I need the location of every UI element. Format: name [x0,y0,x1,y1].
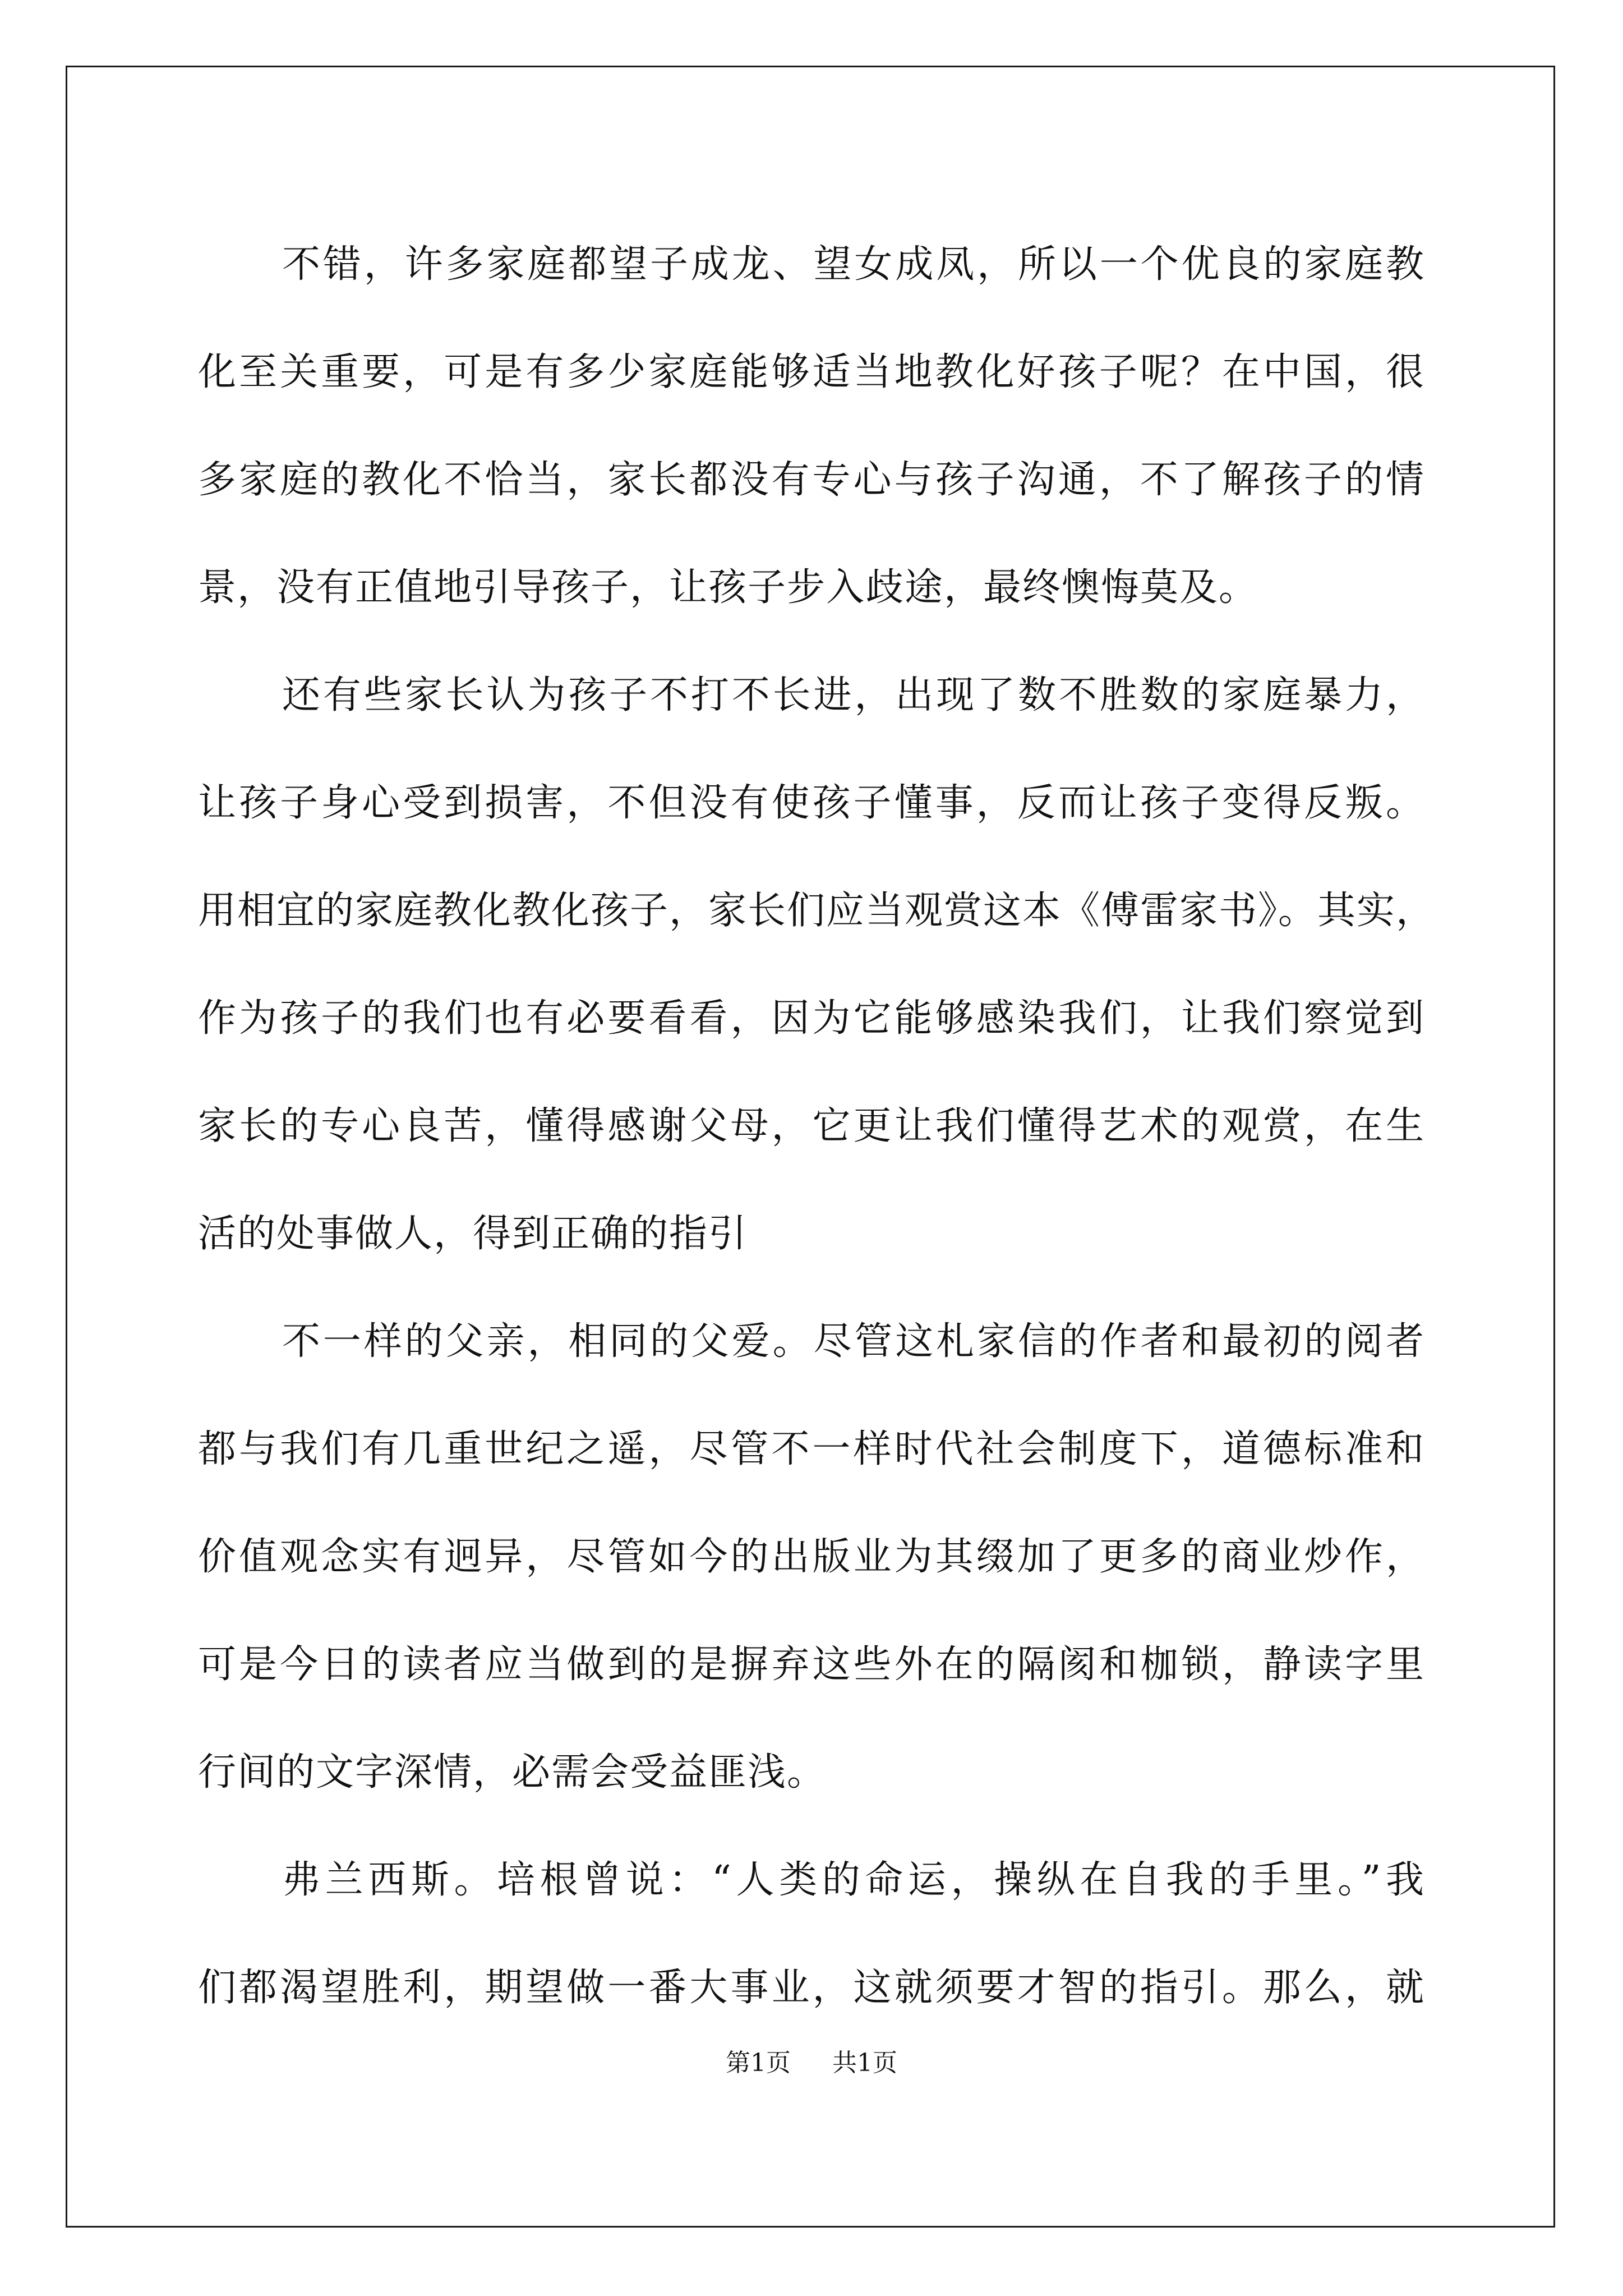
paragraph-1-line-1: 不错，许多家庭都望子成龙、望女成凤，所以一个优良的家庭教 [282,242,1425,287]
paragraph-2-line-1: 还有些家长认为孩子不打不长进，出现了数不胜数的家庭暴力， [282,673,1425,717]
paragraph-4-line-1: 弗兰西斯。培根曾说：“人类的命运，操纵在自我的手里。”我 [282,1858,1425,1902]
paragraph-3-line-2: 都与我们有几重世纪之遥，尽管不一样时代社会制度下，道德标准和 [198,1427,1425,1471]
page-number: 第1页 [726,2049,791,2077]
page-total: 共1页 [832,2049,897,2077]
document-body [198,211,1436,2042]
paragraph-2-line-2: 让孩子身心受到损害，不但没有使孩子懂事，反而让孩子变得反叛。 [198,781,1425,825]
paragraph-2-line-6: 活的处事做人，得到正确的指引 [198,1212,748,1256]
page-footer [0,2046,1623,2080]
paragraph-3-line-1: 不一样的父亲，相同的父爱。尽管这札家信的作者和最初的阅者 [282,1319,1425,1364]
paragraph-4-line-2: 们都渴望胜利，期望做一番大事业，这就须要才智的指引。那么，就 [198,1966,1425,2010]
paragraph-3-line-5: 行间的文字深情，必需会受益匪浅。 [198,1750,827,1795]
paragraph-1-line-4: 景，没有正值地引导孩子，让孩子步入歧途，最终懊悔莫及。 [198,565,1258,610]
paragraph-2-line-4: 作为孩子的我们也有必要看看，因为它能够感染我们，让我们察觉到 [198,996,1425,1041]
paragraph-1-line-2: 化至关重要，可是有多少家庭能够适当地教化好孩子呢？在中国，很 [198,350,1425,394]
paragraph-2-line-3: 用相宜的家庭教化教化孩子，家长们应当观赏这本《傅雷家书》。其实， [198,889,1436,933]
paragraph-3-line-3: 价值观念实有迥异，尽管如今的出版业为其缀加了更多的商业炒作， [198,1535,1425,1579]
paragraph-2-line-5: 家长的专心良苦，懂得感谢父母，它更让我们懂得艺术的观赏，在生 [198,1104,1425,1148]
paragraph-1-line-3: 多家庭的教化不恰当，家长都没有专心与孩子沟通，不了解孩子的情 [198,458,1425,502]
paragraph-3-line-4: 可是今日的读者应当做到的是摒弃这些外在的隔阂和枷锁，静读字里 [198,1642,1425,1687]
